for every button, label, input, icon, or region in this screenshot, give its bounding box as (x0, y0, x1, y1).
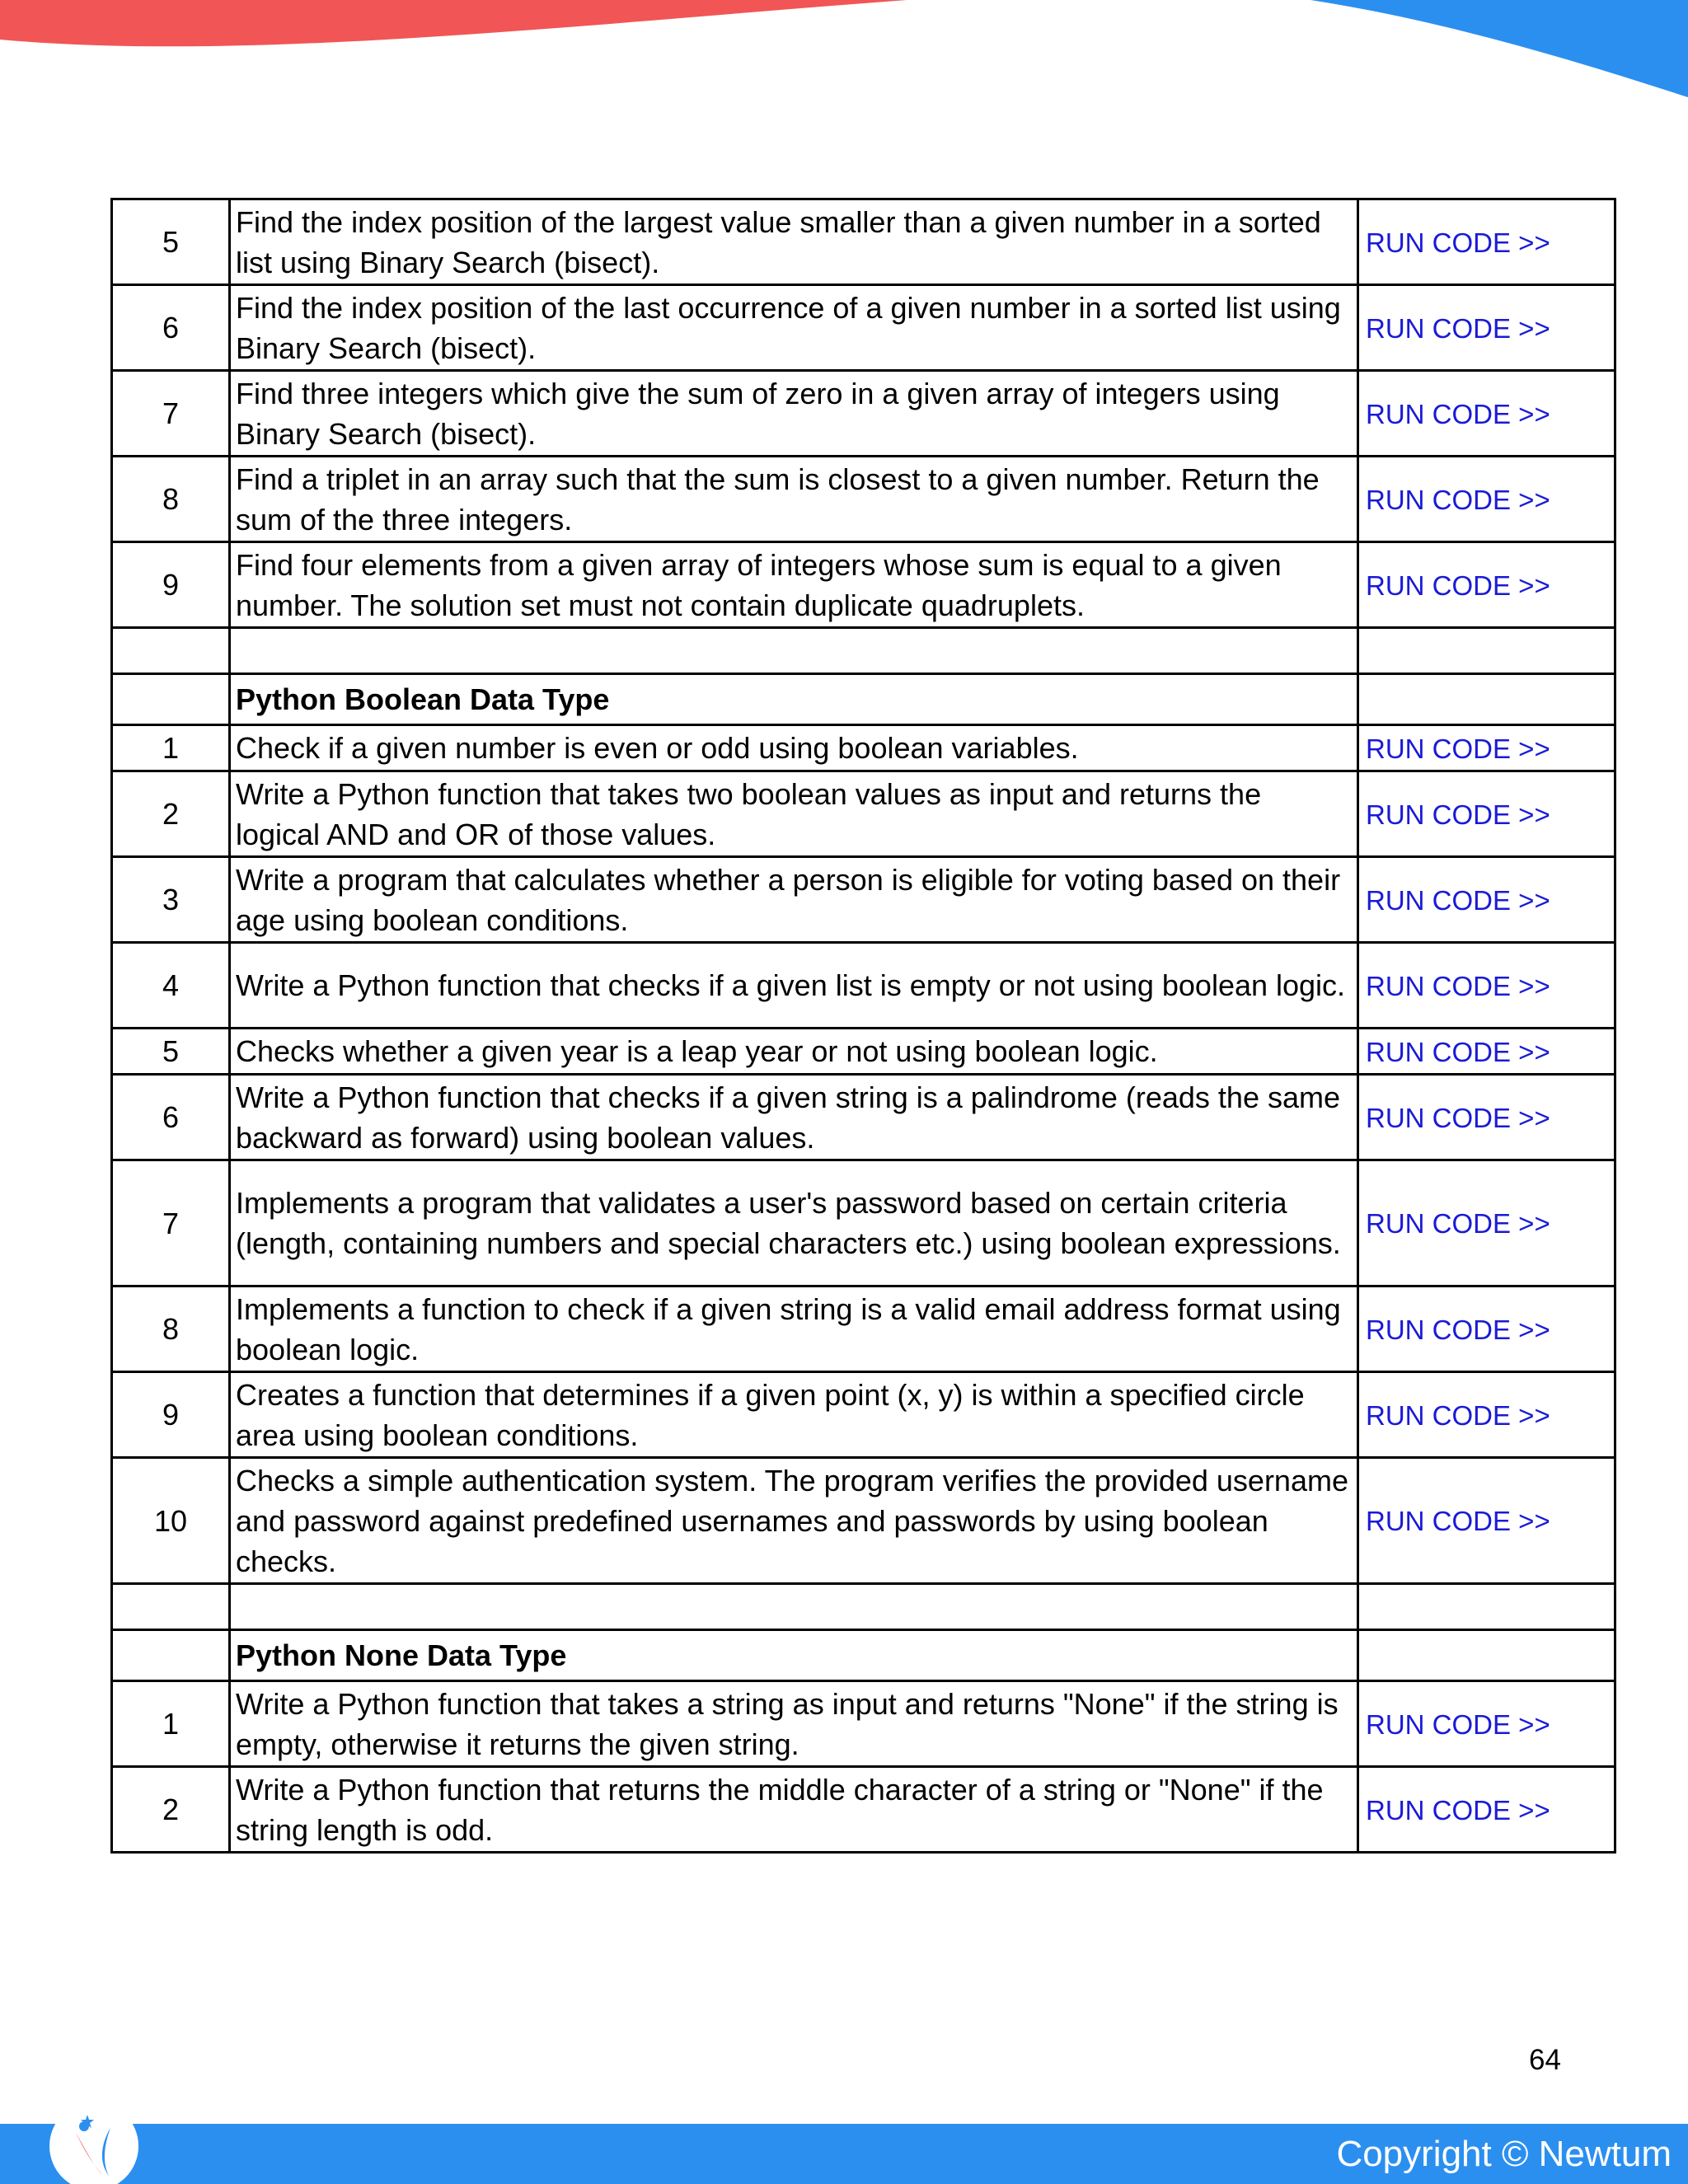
row-description: Find the index position of the largest value smaller than a given number in a sorted list using Binary Search (bisect). (230, 199, 1358, 285)
table-row (112, 771, 1615, 857)
run-code-link[interactable]: RUN CODE >> (1366, 1399, 1550, 1431)
newtum-logo-icon (43, 2100, 142, 2184)
spacer-row (112, 1584, 1615, 1630)
run-code-link[interactable]: RUN CODE >> (1366, 799, 1550, 830)
section-title: Python None Data Type (230, 1630, 1358, 1681)
run-code-link[interactable]: RUN CODE >> (1366, 1036, 1550, 1067)
table-row (112, 857, 1615, 943)
table-row (112, 1372, 1615, 1458)
exercise-table (110, 198, 1616, 1854)
table-row (112, 943, 1615, 1029)
row-number: 2 (112, 771, 230, 857)
row-number: 7 (112, 1160, 230, 1286)
row-number: 6 (112, 1075, 230, 1160)
table-row (112, 285, 1615, 371)
section-header-row (112, 674, 1615, 725)
table-row (112, 1681, 1615, 1767)
row-number: 10 (112, 1458, 230, 1584)
run-code-link[interactable]: RUN CODE >> (1366, 227, 1550, 258)
section-header-row (112, 1630, 1615, 1681)
run-code-link[interactable]: RUN CODE >> (1366, 1208, 1550, 1239)
run-code-link[interactable]: RUN CODE >> (1366, 484, 1550, 515)
table-row (112, 1458, 1615, 1584)
run-code-link[interactable]: RUN CODE >> (1366, 884, 1550, 916)
row-description: Find four elements from a given array of integers whose sum is equal to a given number. The solution set must not contain duplicate quadruplets. (230, 542, 1358, 628)
red-wave-shape (0, 0, 907, 46)
header-wave-decoration (0, 0, 1688, 107)
run-code-link[interactable]: RUN CODE >> (1366, 1506, 1550, 1536)
copyright-text: Copyright © Newtum (1336, 2134, 1672, 2174)
row-description: Write a Python function that takes two boolean values as input and returns the logical AND and OR of those values. (230, 771, 1358, 857)
section-title: Python Boolean Data Type (230, 674, 1358, 725)
table-row (112, 1286, 1615, 1372)
table-row (112, 199, 1615, 285)
run-code-link[interactable]: RUN CODE >> (1366, 398, 1550, 429)
table-row (112, 457, 1615, 542)
row-description: Write a program that calculates whether a person is eligible for voting based on their age using boolean conditions. (230, 857, 1358, 943)
row-description: Find three integers which give the sum of zero in a given array of integers using Binary Search (bisect). (230, 371, 1358, 457)
row-number: 1 (112, 1681, 230, 1767)
row-description: Implements a program that validates a user's password based on certain criteria (length, containing numbers and special characters etc.) using boolean expressions. (230, 1160, 1358, 1286)
run-code-link[interactable]: RUN CODE >> (1366, 1708, 1550, 1740)
page-number: 64 (1529, 2044, 1561, 2076)
table-row (112, 371, 1615, 457)
run-code-link[interactable]: RUN CODE >> (1366, 733, 1550, 764)
run-code-link[interactable]: RUN CODE >> (1366, 569, 1550, 601)
row-number: 8 (112, 457, 230, 542)
run-code-link[interactable]: RUN CODE >> (1366, 1314, 1550, 1345)
row-description: Find the index position of the last occurrence of a given number in a sorted list using Binary Search (bisect). (230, 285, 1358, 371)
row-description: Write a Python function that takes a string as input and returns "None" if the string is empty, otherwise it returns the given string. (230, 1681, 1358, 1767)
run-code-link[interactable]: RUN CODE >> (1366, 970, 1550, 1001)
spacer-row (112, 628, 1615, 674)
row-number: 5 (112, 199, 230, 285)
row-number: 7 (112, 371, 230, 457)
table-row (112, 1767, 1615, 1853)
row-number: 9 (112, 542, 230, 628)
row-number: 1 (112, 725, 230, 771)
run-code-link[interactable]: RUN CODE >> (1366, 1102, 1550, 1133)
row-description: Checks whether a given year is a leap year or not using boolean logic. (230, 1029, 1358, 1075)
table-row (112, 1029, 1615, 1075)
row-number: 9 (112, 1372, 230, 1458)
run-code-link[interactable]: RUN CODE >> (1366, 312, 1550, 344)
row-number: 3 (112, 857, 230, 943)
row-description: Write a Python function that checks if a given list is empty or not using boolean logic. (230, 943, 1358, 1029)
run-code-link[interactable]: RUN CODE >> (1366, 1794, 1550, 1825)
row-description: Creates a function that determines if a given point (x, y) is within a specified circle area using boolean conditions. (230, 1372, 1358, 1458)
row-description: Write a Python function that checks if a given string is a palindrome (reads the same backward as forward) using boolean values. (230, 1075, 1358, 1160)
row-number: 8 (112, 1286, 230, 1372)
row-description: Implements a function to check if a given string is a valid email address format using boolean logic. (230, 1286, 1358, 1372)
blue-wave-shape (1311, 0, 1688, 97)
table-row (112, 1075, 1615, 1160)
row-number: 4 (112, 943, 230, 1029)
row-number: 6 (112, 285, 230, 371)
table-row (112, 542, 1615, 628)
row-description: Write a Python function that returns the middle character of a string or "None" if the string length is odd. (230, 1767, 1358, 1853)
row-description: Find a triplet in an array such that the sum is closest to a given number. Return the sum of the three integers. (230, 457, 1358, 542)
row-number: 5 (112, 1029, 230, 1075)
row-description: Check if a given number is even or odd using boolean variables. (230, 725, 1358, 771)
row-number: 2 (112, 1767, 230, 1853)
table-row (112, 725, 1615, 771)
table-row (112, 1160, 1615, 1286)
row-description: Checks a simple authentication system. The program verifies the provided username and password against predefined usernames and passwords by using boolean checks. (230, 1458, 1358, 1584)
